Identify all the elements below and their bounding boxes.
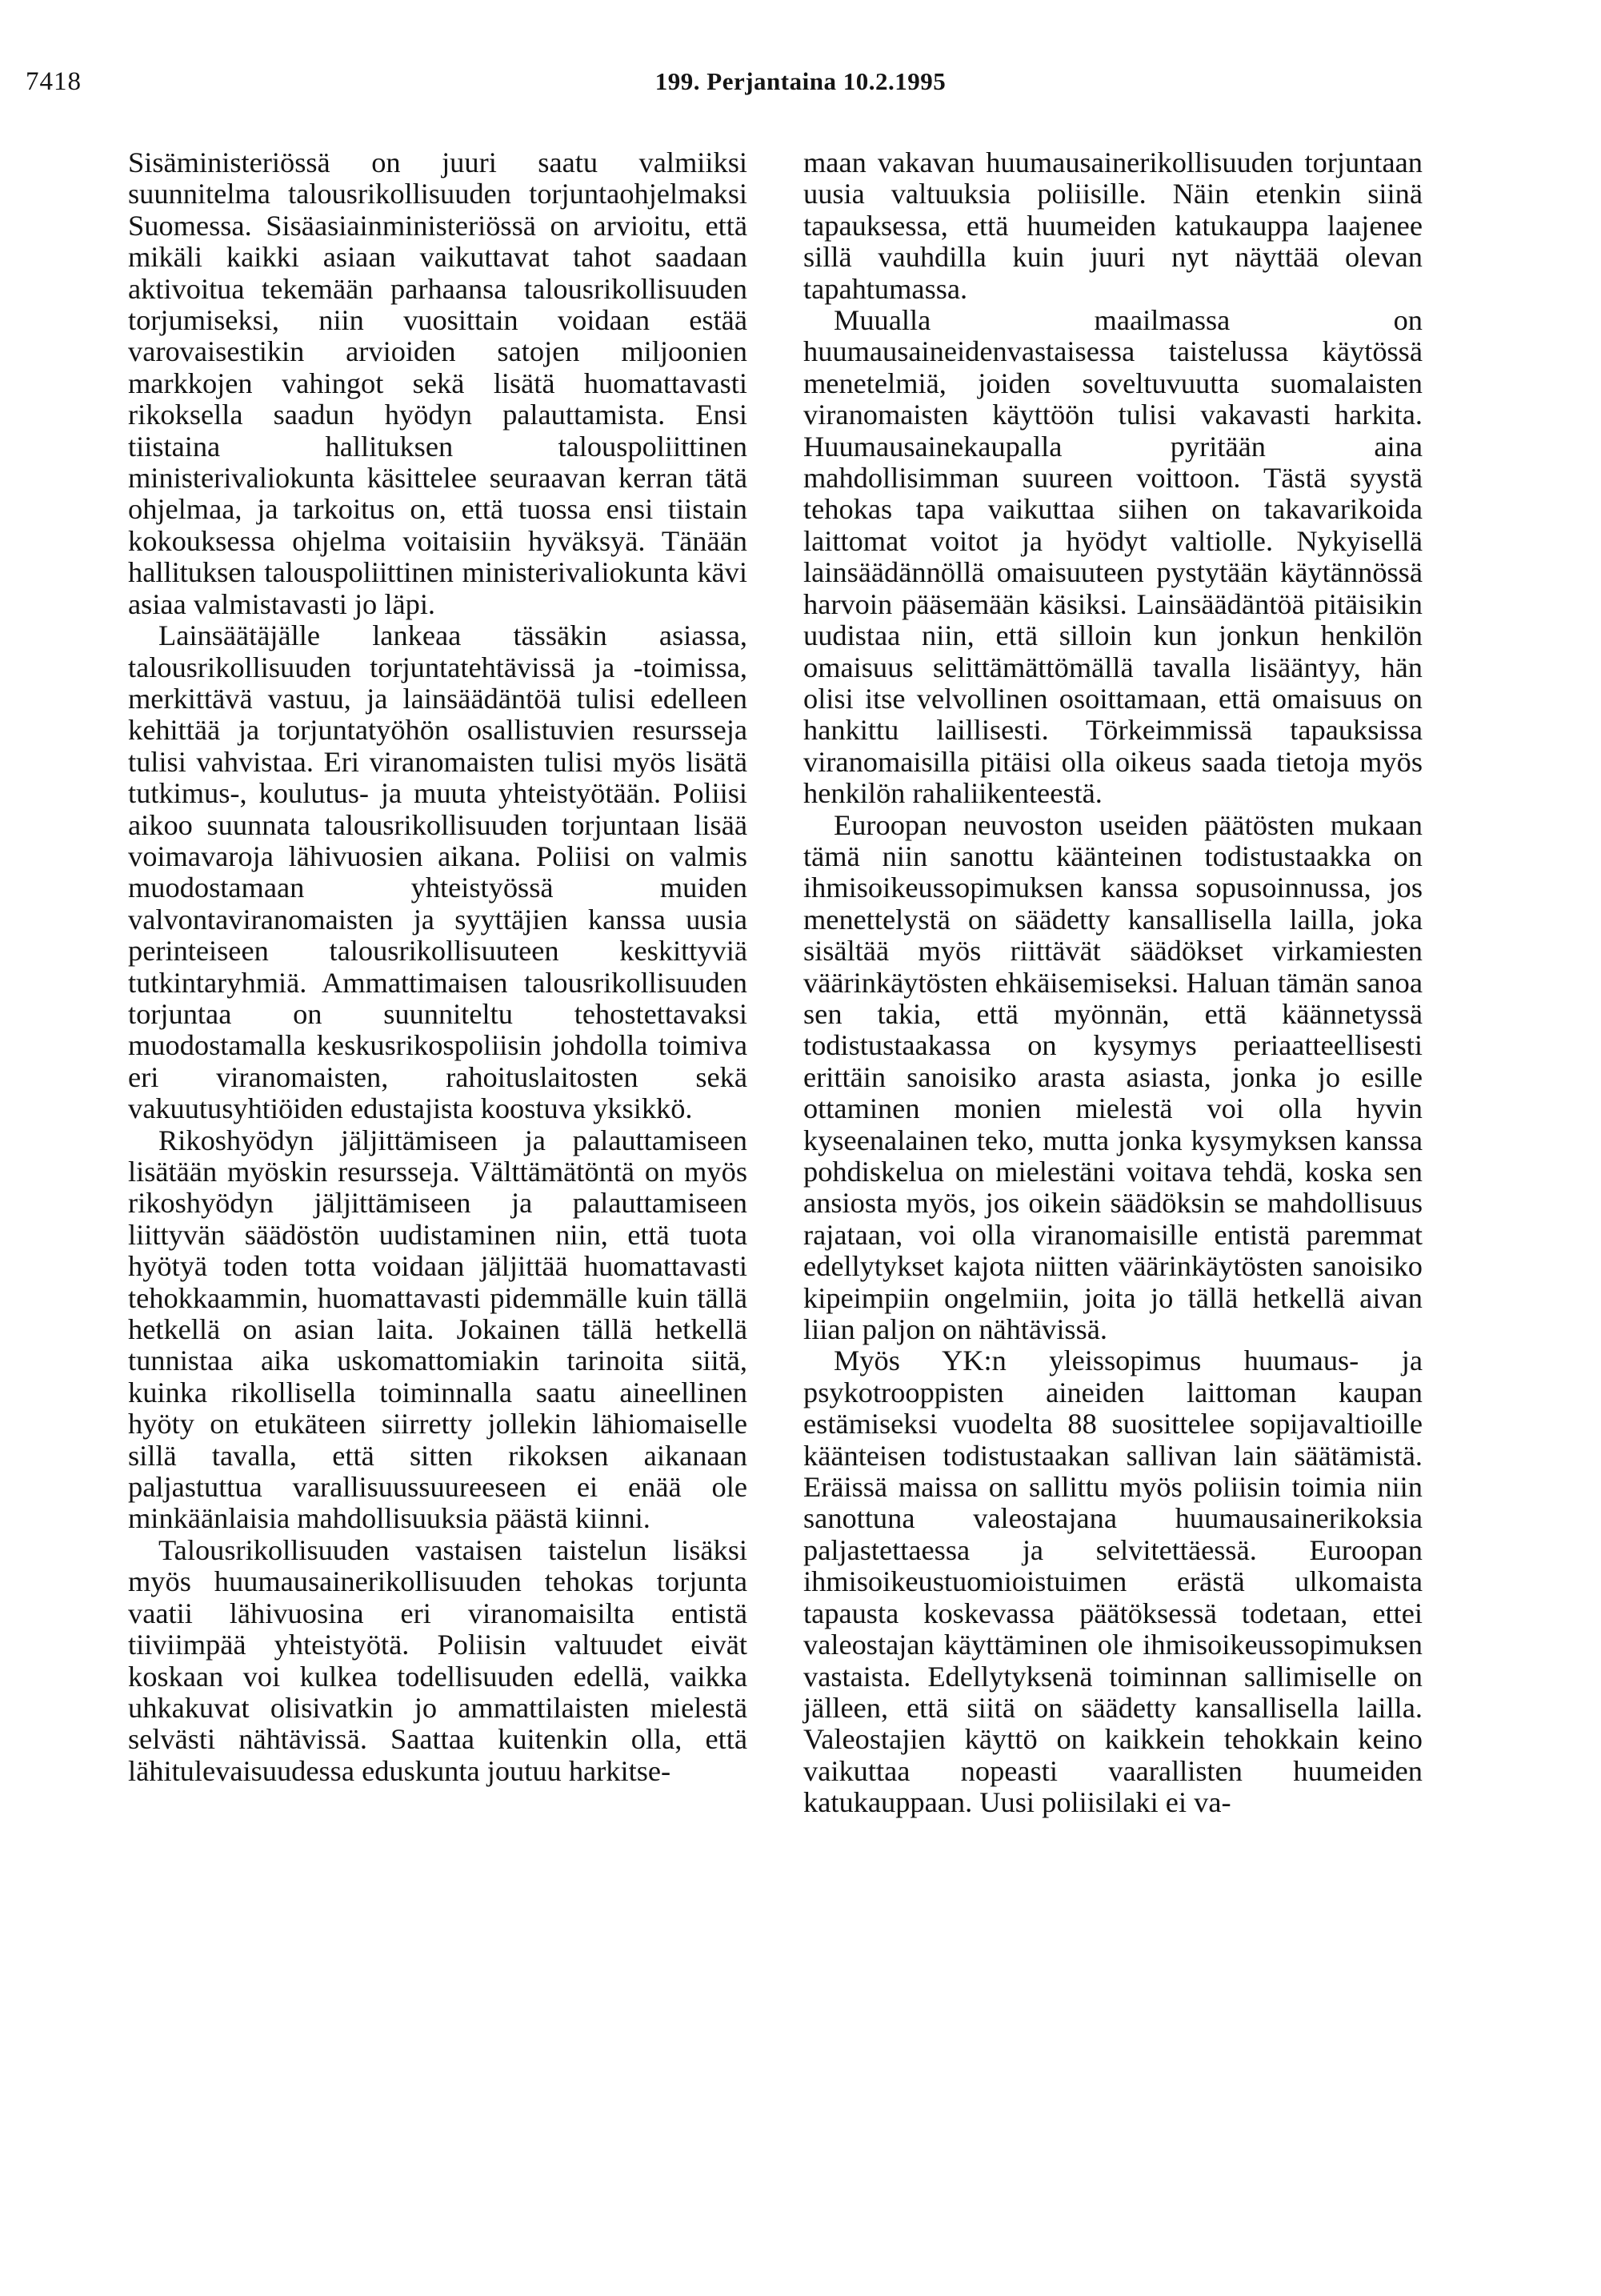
paragraph: Lainsäätäjälle lankeaa tässäkin asiassa, talousrikollisuuden torjuntatehtävissä ja -toimissa, merkittävä vastuu, ja lainsäädäntöä tulisi edelleen kehittää ja torjuntatyöhön osallistuvien resursseja tulisi vahvistaa. Eri viranomaisten tulisi myös lisätä tutkimus-, koulutus- ja muuta yhteistyötään. Poliisi aikoo suunnata talousrikollisuuden torjuntaan lisää voimavaroja lähivuosien aikana. Poliisi on valmis muodostamaan yhteistyössä muiden valvontaviranomaisten ja syyttäjien kanssa uusia perinteiseen talousrikollisuuteen keskittyviä tutkintaryhmiä. Ammattimaisen talousrikollisuuden torjuntaa on suunniteltu tehostettavaksi muodostamalla keskusrikospoliisin johdolla toimiva eri viranomaisten, rahoituslaitosten sekä vakuutusyhtiöiden edustajista koostuva yksikkö. (128, 619, 747, 1125)
page-number: 7418 (26, 67, 82, 96)
paragraph: maan vakavan huumausainerikollisuuden torjuntaan uusia valtuuksia poliisille. Näin etenkin siinä tapauksessa, että huumeiden katukauppa laajenee sillä vauhdilla kuin juuri nyt näyttää olevan tapahtumassa. (803, 146, 1423, 305)
paragraph: Muualla maailmassa on huumausaineidenvastaisessa taistelussa käytössä menetelmiä, joiden soveltuvuutta suomalaisten viranomaisten käyttöön tulisi vakavasti harkita. Huumausainekaupalla pyritään aina mahdollisimman suureen voittoon. Tästä syystä tehokas tapa vaikuttaa siihen on takavarikoida laittomat voitot ja hyödyt valtiolle. Nykyisellä lainsäädännöllä omaisuuteen pystytään käytännössä harvoin pääsemään käsiksi. Lainsäädäntöä pitäisikin uudistaa niin, että silloin kun jonkun henkilön omaisuus selittämättömällä tavalla lisääntyy, hän olisi itse velvollinen osoittamaan, että omaisuus on hankittu laillisesti. Törkeimmissä tapauksissa viranomaisilla pitäisi olla oikeus saada tietoja myös henkilön rahaliikenteestä. (803, 304, 1423, 810)
paragraph: Euroopan neuvoston useiden päätösten mukaan tämä niin sanottu käänteinen todistustaakka on ihmisoikeussopimuksen kanssa sopusoinnussa, jos menettelystä on säädetty kansallisella lailla, joka sisältää myös riittävät säädökset virkamiesten väärinkäytösten ehkäisemiseksi. Haluan tämän sanoa sen takia, että myönnän, että käännetyssä todistustaakassa on kysymys periaatteellisesti erittäin sanoisiko arasta asiasta, jonka jo esille ottaminen monien mielestä voi olla hyvin kyseenalainen teko, mutta jonka kysymyksen kanssa pohdiskelua on mielestäni voitava tehdä, koska sen ansiosta myös, jos oikein säädöksin se mahdollisuus rajataan, voi olla viranomaisille entistä paremmat edellytykset kajota niitten väärinkäytösten sanoisiko kipeimpiin ongelmiin, joita jo tällä hetkellä aivan liian paljon on nähtävissä. (803, 808, 1423, 1346)
left-column (128, 147, 747, 1787)
right-column (803, 147, 1423, 1819)
paragraph: Talousrikollisuuden vastaisen taistelun lisäksi myös huumausainerikollisuuden tehokas torjunta vaatii lähivuosina eri viranomaisilta entistä tiiviimpää yhteistyötä. Poliisin valtuudet eivät koskaan voi kulkea todellisuuden edellä, vaikka uhkakuvat olisivatkin jo ammattilaisten mielestä selvästi nähtävissä. Saattaa kuitenkin olla, että lähitulevaisuudessa eduskunta joutuu harkitse- (128, 1533, 747, 1787)
paragraph: Myös YK:n yleissopimus huumaus- ja psykotrooppisten aineiden laittoman kaupan estämiseksi vuodelta 88 suosittelee sopijavaltioille käänteisen todistustaakan sallivan lain säätämistä. Eräissä maissa on sallittu myös poliisin toimia niin sanottuna valeostajana huumausainerikoksia paljastettaessa ja selvitettäessä. Euroopan ihmisoikeustuomioistuimen erästä ulkomaista tapausta koskevassa päätöksessä todetaan, ettei valeostajan käyttäminen ole ihmisoikeussopimuksen vastaista. Edellytyksenä toiminnan sallimiselle on jälleen, että siitä on säädetty kansallisella lailla. Valeostajien käyttö on kaikkein tehokkain keino vaikuttaa nopeasti vaarallisten huumeiden katukauppaan. Uusi poliisilaki ei va- (803, 1344, 1423, 1819)
paragraph: Sisäministeriössä on juuri saatu valmiiksi suunnitelma talousrikollisuuden torjuntaohjelmaksi Suomessa. Sisäasiainministeriössä on arvioitu, että mikäli kaikki asiaan vaikuttavat tahot saadaan aktivoitua tekemään parhaansa talousrikollisuuden torjumiseksi, niin vuosittain voidaan estää varovaisestikin arvioiden satojen miljoonien markkojen vahingot sekä lisätä huomattavasti rikoksella saadun hyödyn palauttamista. Ensi tiistaina hallituksen talouspoliittinen ministerivaliokunta käsittelee seuraavan kerran tätä ohjelmaa, ja tarkoitus on, että tuossa ensi tiistain kokouksessa ohjelma voitaisiin hyväksyä. Tänään hallituksen talouspoliittinen ministerivaliokunta kävi asiaa valmistavasti jo läpi. (128, 146, 747, 620)
paragraph: Rikoshyödyn jäljittämiseen ja palauttamiseen lisätään myöskin resursseja. Välttämätöntä on myös rikoshyödyn jäljittämiseen ja palauttamiseen liittyvän säädöstön uudistaminen niin, että tuota hyötyä toden totta voidaan jäljittää huomattavasti tehokkaammin, huomattavasti pidemmälle kuin tällä hetkellä on asian laita. Jokainen tällä hetkellä tunnistaa aika uskomattomiakin tarinoita siitä, kuinka rikollisella toiminnalla saatu aineellinen hyöty on etukäteen siirretty jollekin lähiomaiselle sillä tavalla, että sitten rikoksen aikanaan paljastuttua varallisuussuureeseen ei enää ole minkäänlaisia mahdollisuuksia päästä kiinni. (128, 1124, 747, 1535)
running-head: 199. Perjantaina 10.2.1995 (654, 67, 947, 95)
